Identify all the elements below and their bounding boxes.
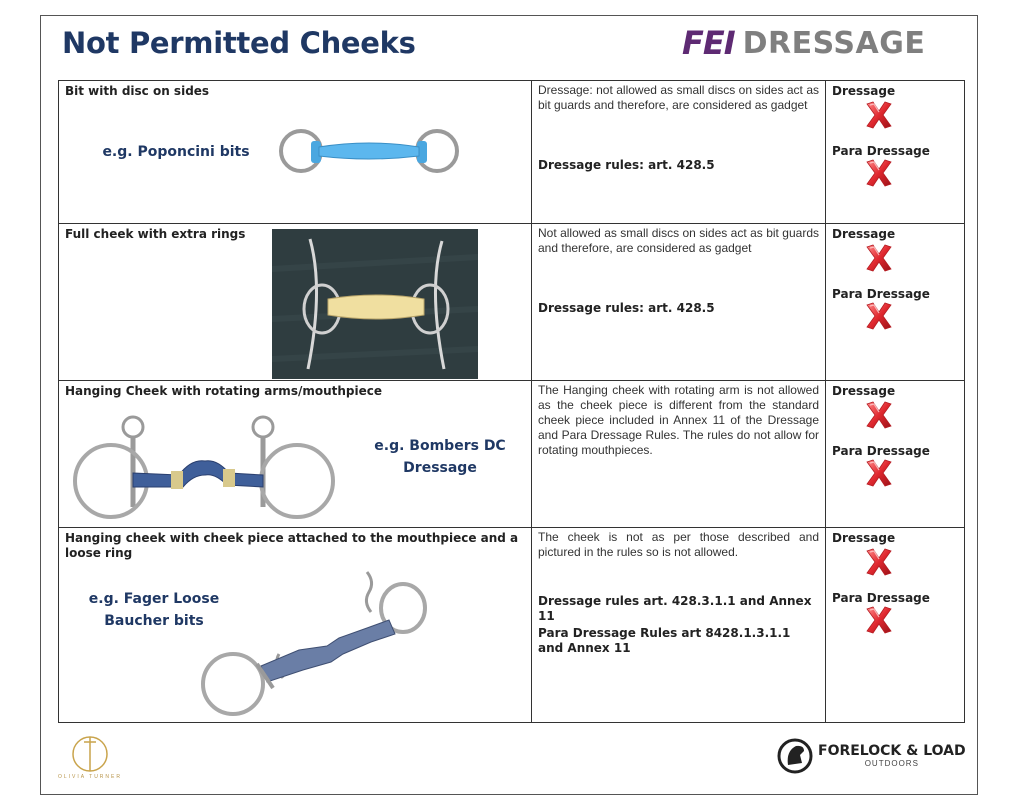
olivia-turner-logo-text: OLIVIA TURNER — [58, 774, 122, 780]
disc-bit-image — [277, 125, 463, 177]
row-title: Hanging Cheek with rotating arms/mouthpiece — [65, 384, 383, 398]
full-cheek-bit-photo — [272, 229, 478, 379]
rules-table — [58, 80, 965, 723]
description-text: The Hanging cheek with rotating arm is not allowed as the cheek piece is different from the standard cheek piece included in Annex 11 of the Dressage and Para Dressage Rules. The rules do not allow for rotating mouthpieces. — [538, 383, 819, 457]
red-x-icon — [864, 244, 894, 272]
table-row — [59, 381, 965, 528]
status-dressage-label: Dressage — [832, 531, 896, 545]
fei-logo-text: FEI — [682, 24, 735, 62]
rule-reference: Dressage rules: art. 428.5 — [538, 158, 715, 172]
page-title: Not Permitted Cheeks — [62, 26, 416, 60]
status-para-dressage-label: Para Dressage — [832, 287, 930, 301]
red-x-icon — [864, 159, 894, 187]
description-text: The cheek is not as per those described and pictured in the rules so is not allowed. — [538, 530, 819, 559]
fei-dressage-logo — [682, 25, 925, 61]
rule-reference: Dressage rules art. 428.3.1.1 and Annex 11 — [538, 594, 812, 623]
table-row — [59, 528, 965, 723]
item-cell — [59, 81, 532, 224]
example-text: e.g. Poponcini bits — [102, 144, 250, 160]
description-text: Not allowed as small discs on sides act as bit guards and therefore, are considered as gadget — [538, 226, 819, 255]
status-dressage-label: Dressage — [832, 227, 896, 241]
item-cell — [59, 528, 532, 723]
description-cell — [532, 81, 826, 224]
red-x-icon — [864, 302, 894, 330]
forelock-load-name: FORELOCK & LOAD — [818, 743, 966, 759]
red-x-icon — [864, 606, 894, 634]
item-cell — [59, 224, 532, 381]
description-cell — [532, 528, 826, 723]
red-x-icon — [864, 101, 894, 129]
description-cell — [532, 381, 826, 528]
forelock-load-logo — [776, 736, 966, 776]
status-cell — [826, 381, 965, 528]
row-title: Hanging cheek with cheek piece attached to the mouthpiece and a loose ring — [65, 531, 519, 560]
item-cell — [59, 381, 532, 528]
row-title: Full cheek with extra rings — [65, 227, 246, 241]
status-para-dressage-label: Para Dressage — [832, 144, 930, 158]
rule-reference: Dressage rules: art. 428.5 — [538, 301, 715, 315]
para-rule-reference: Para Dressage Rules art 8428.1.3.1.1 and Annex 11 — [538, 626, 791, 655]
status-dressage-label: Dressage — [832, 384, 896, 398]
red-x-icon — [864, 548, 894, 576]
forelock-load-sub: OUTDOORS — [864, 759, 919, 768]
example-text: e.g. Fager Loose Baucher bits — [88, 591, 220, 629]
status-cell — [826, 528, 965, 723]
table-row — [59, 224, 965, 381]
example-text: e.g. Bombers DC Dressage — [374, 438, 506, 476]
dressage-logo-text: DRESSAGE — [742, 25, 926, 61]
status-dressage-label: Dressage — [832, 84, 896, 98]
table-row — [59, 81, 965, 224]
red-x-icon — [864, 401, 894, 429]
status-cell — [826, 81, 965, 224]
description-cell — [532, 224, 826, 381]
status-cell — [826, 224, 965, 381]
status-para-dressage-label: Para Dressage — [832, 444, 930, 458]
status-para-dressage-label: Para Dressage — [832, 591, 930, 605]
red-x-icon — [864, 459, 894, 487]
hanging-cheek-bit-image — [67, 411, 347, 523]
row-title: Bit with disc on sides — [65, 84, 210, 98]
description-text: Dressage: not allowed as small discs on sides act as bit guards and therefore, are considered as gadget — [538, 83, 819, 112]
horse-head-icon — [776, 737, 814, 775]
loose-ring-bit-image — [199, 568, 469, 718]
